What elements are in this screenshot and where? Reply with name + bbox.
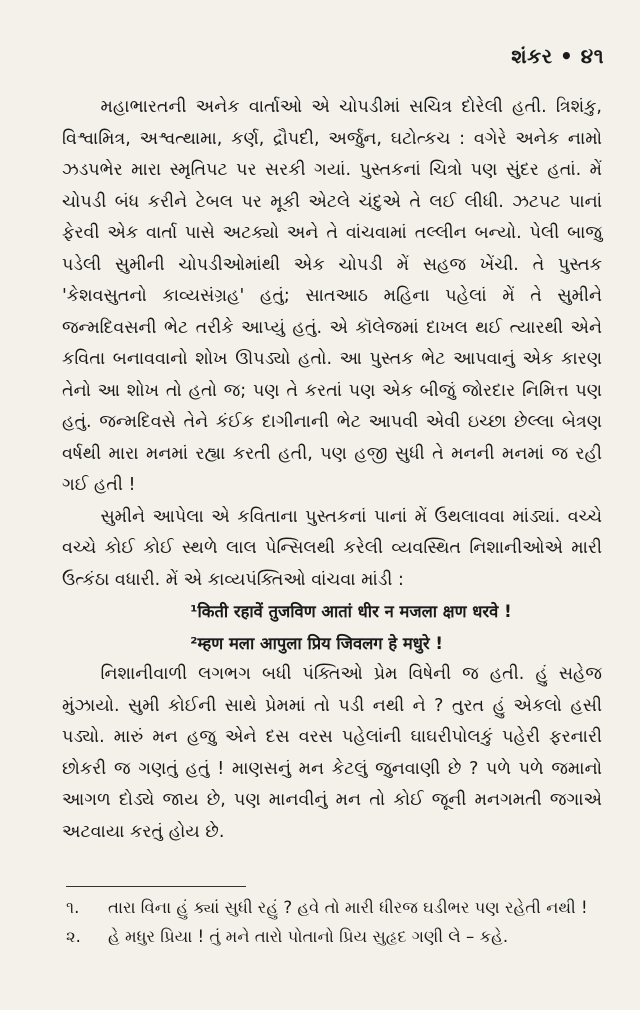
paragraph: મહાભારતની અનેક વાર્તાઓ એ ચોપડીમાં સચિત્ર દોરેલી હતી. ત્રિશંકુ, વિશ્વામિત્ર, અશ્વત્થામા, કર્ણ, દ્રૌપદી, અર્જુન, ઘટોત્કચ : વગેરે અનેક નામો ઝડપભેર મારા સ્મૃતિપટ પર સરકી ગયાં. પુસ્તકનાં ચિત્રો પણ સુંદર હતાં. મેં ચોપડી બંધ કરીને ટેબલ પર મૂકી એટલે ચંદુએ તે લઈ લીધી. ઝટપટ પાનાં ફેરવી એક વાર્તા પાસે અટક્યો અને તે વાંચવામાં તલ્લીન બન્યો. પેલી બાજુ પડેલી સુમીની ચોપડીઓમાંથી એક ચોપડી મેં સહજ ખેંચી. તે પુસ્તક 'કેશવસુતનો કાવ્યસંગ્રહ' હતું; સાતઆઠ મહિના પહેલાં મેં તે સુમીને જન્મદિવસની ભેટ તરીકે આપ્યું હતું. એ કૉલેજમાં દાખલ થઈ ત્યારથી એને કવિતા બનાવવાનો શોખ ઊપડ્યો હતો. આ પુસ્તક ભેટ આપવાનું એક કારણ તેનો આ શોખ તો હતો જ; પણ તે કરતાં પણ એક બીજું જોરદાર નિમિત્ત પણ હતું. જન્મદિવસે તેને કંઈક દાગીનાની ભેટ આપવી એવી ઇચ્છા છેલ્લા બેત્રણ વર્ષથી મારા મનમાં રહ્યા કરતી હતી, પણ હજી સુધી તે મનની મનમાં જ રહી ગઈ હતી ! [62,97,602,495]
footnote [66,922,606,951]
footnote-number: ૧. [66,898,80,917]
footnote-number: ૨. [66,927,81,946]
verse-line: ¹किती रहावें तुजविण आतां धीर न मजला क्षण धरवे ! [190,602,512,621]
paragraph: સુમીને આપેલા એ કવિતાના પુસ્તકનાં પાનાં મેં ઉથલાવવા માંડ્યાં. વચ્ચે વચ્ચે કોઈ કોઈ સ્થળે લાલ પેન્સિલથી કરેલી વ્યવસ્થિત નિશાનીઓએ મારી ઉત્કંઠા વધારી. મેં એ કાવ્યપંક્તિઓ વાંચવા માંડી : [62,506,602,590]
main-text [62,92,602,848]
footnotes [66,893,606,951]
running-header: શંકર • ૪૧ [511,44,604,68]
footnote-divider [66,886,246,887]
paragraph: નિશાનીવાળી લગભગ બધી પંક્તિઓ પ્રેમ વિષેની જ હતી. હું સહેજ મુંઝાયો. સુમી કોઈની સાથે પ્રેમમાં તો પડી નથી ને ? તુરત હું એકલો હસી પડ્યો. મારું મન હજુ એને દસ વરસ પહેલાંની ઘાઘરીપોલકું પહેરી ફરનારી છોકરી જ ગણતું હતું ! માણસનું મન કેટલું જુનવાણી છે ? પળે પળે જમાનો આગળ દોડ્યે જાય છે, પણ માનવીનું મન તો કોઈ જૂની મનગમતી જગાએ અટવાયા કરતું હોય છે. [62,664,602,842]
footnote-text: હે મધુર પ્રિયા ! તું મને તારો પોતાનો પ્રિય સુહૃદ ગણી લે – કહે. [108,927,509,946]
footnote-text: તારા વિના હું ક્યાં સુધી રહું ? હવે તો મારી ધીરજ ઘડીભર પણ રહેતી નથી ! [108,898,588,917]
footnote [66,893,606,922]
verse-line: ²म्हण मला आपुला प्रिय जिवलग हे मधुरे ! [190,633,443,653]
